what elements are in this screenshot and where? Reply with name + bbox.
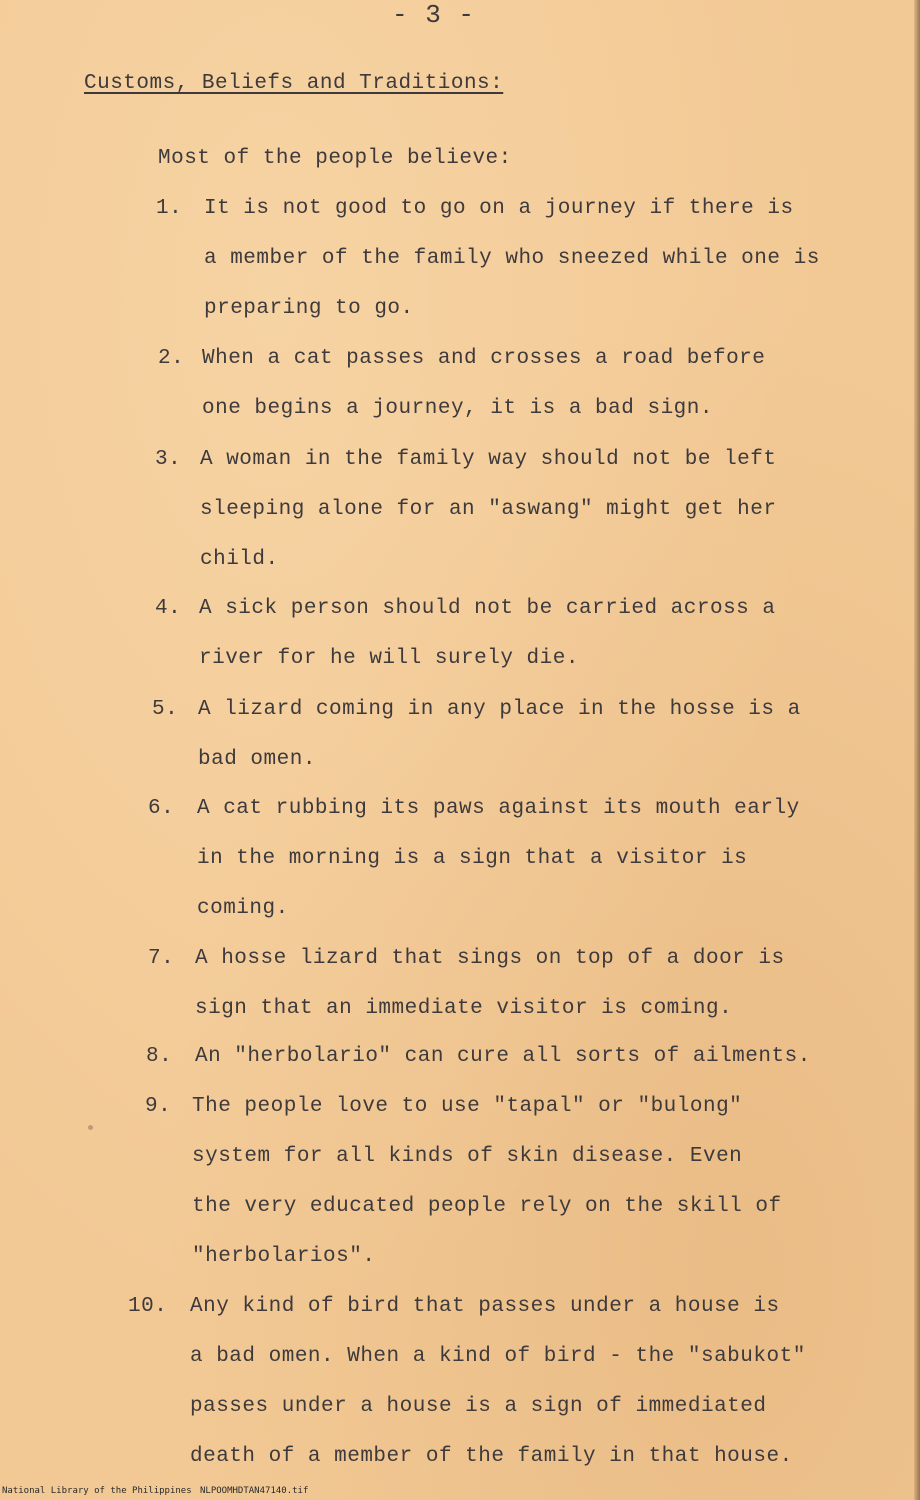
list-item-number: 5. [152,698,179,721]
list-item-line: The people love to use "tapal" or "bulong" [192,1095,743,1118]
list-item-line: passes under a house is a sign of immediated [190,1395,767,1418]
footer-file-id: NLPOOMHDTAN47140.tif [200,1486,309,1496]
list-item-line: A sick person should not be carried across a [199,597,776,620]
list-item-line: preparing to go. [204,297,414,320]
list-item-line: sleeping alone for an "aswang" might get her [200,498,777,521]
list-item-line: Any kind of bird that passes under a house is [190,1295,780,1318]
list-item-line: death of a member of the family in that house. [190,1445,793,1468]
scan-footer [0,1482,920,1500]
list-item-line: When a cat passes and crosses a road before [202,347,766,370]
list-item-number: 7. [148,947,175,970]
list-item-line: the very educated people rely on the skill of [192,1195,782,1218]
section-title: Customs, Beliefs and Traditions: [84,72,504,95]
list-item-number: 4. [155,597,182,620]
list-item-number: 1. [156,197,183,220]
list-item-line: bad omen. [198,748,316,771]
list-item-number: 6. [148,797,175,820]
list-item-line: It is not good to go on a journey if there is [204,197,794,220]
list-item-line: system for all kinds of skin disease. Even [192,1145,743,1168]
ink-spot [88,1125,93,1130]
list-item-line: A hosse lizard that sings on top of a door is [195,947,785,970]
list-item-line: in the morning is a sign that a visitor is [197,847,748,870]
footer-library: National Library of the Philippines [2,1486,192,1496]
list-item-line: a member of the family who sneezed while one is [204,247,820,270]
page-number: - 3 - [392,0,476,30]
list-item-line: A woman in the family way should not be left [200,448,777,471]
list-item-line: a bad omen. When a kind of bird - the "sabukot" [190,1345,806,1368]
page-edge-shadow [914,0,920,1500]
list-item-line: A cat rubbing its paws against its mouth early [197,797,800,820]
list-item-line: A lizard coming in any place in the hosse is a [198,698,801,721]
list-item-number: 10. [128,1295,168,1318]
list-item-line: coming. [197,897,289,920]
list-item-line: sign that an immediate visitor is coming. [195,997,733,1020]
list-item-number: 2. [158,347,185,370]
list-item-line: river for he will surely die. [199,647,579,670]
list-item-number: 3. [155,448,182,471]
intro-text: Most of the people believe: [158,147,512,170]
list-item-line: "herbolarios". [192,1245,376,1268]
list-item-line: one begins a journey, it is a bad sign. [202,397,713,420]
list-item-number: 9. [145,1095,172,1118]
list-item-number: 8. [146,1045,173,1068]
list-item-line: child. [200,548,279,571]
list-item-line: An "herbolario" can cure all sorts of ailments. [195,1045,811,1068]
